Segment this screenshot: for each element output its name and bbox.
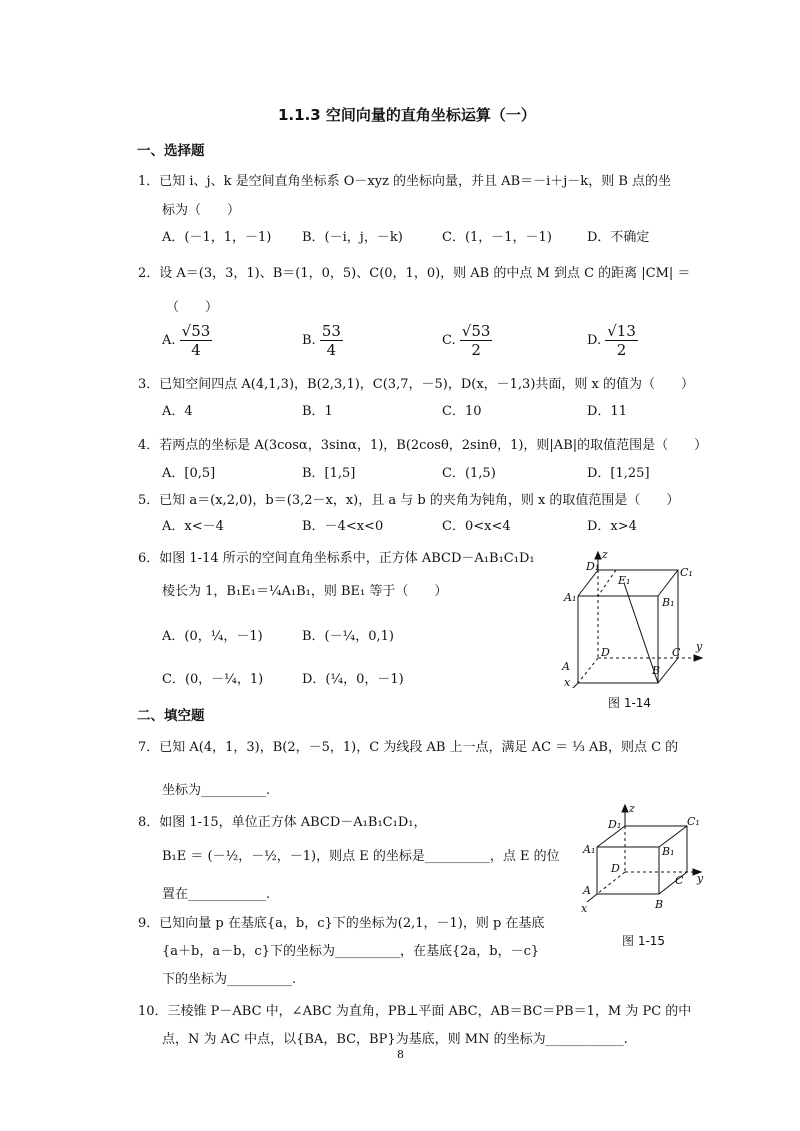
option-label: B. — [302, 333, 316, 348]
option-d: D．x>4 — [587, 519, 637, 534]
vertex-label: C — [675, 874, 684, 887]
option-label: A. — [162, 333, 176, 348]
vertex-label: D — [611, 862, 620, 875]
figure-caption-1-15: 图 1-15 — [622, 934, 666, 948]
option-c: C．(0，－¼，1) — [162, 672, 264, 687]
option-label: D. — [587, 333, 602, 348]
question-5-text: 5．已知 a＝(x,2,0)，b＝(3,2－x，x)，且 a 与 b 的夹角为钝角，则 x 的取值范围是（ ） — [138, 493, 680, 508]
option-a — [162, 322, 212, 359]
option-b: B．[1,5] — [302, 466, 356, 481]
option-c: C．0<x<4 — [442, 519, 511, 534]
vertex-label: A₁ — [564, 591, 577, 604]
vertex-label: A — [583, 884, 591, 897]
option-d — [587, 322, 638, 359]
question-7-text: 7．已知 A(4，1，3)，B(2，－5，1)，C 为线段 AB 上一点，满足 AC ＝ ⅓ AB，则点 C 的 — [138, 740, 679, 755]
numerator: √13 — [607, 322, 636, 340]
question-2-text: 2．设 A＝(3，3，1)、B＝(1，0，5)、C(0，1，0)，则 AB 的中点 M 到点 C 的距离 |CM| ＝ — [138, 266, 691, 281]
denominator: 2 — [616, 341, 627, 359]
figure-caption-1-14: 图 1-14 — [608, 696, 652, 710]
vertex-label: D₁ — [608, 818, 622, 831]
page-title: 1.1.3 空间向量的直角坐标运算（一） — [278, 106, 536, 124]
axis-label: x — [564, 676, 571, 688]
fraction — [605, 322, 638, 359]
cube-figure-1-15 — [575, 802, 705, 920]
section-heading-choice: 一、选择题 — [137, 143, 205, 159]
option-c: C．(1，－1，－1) — [442, 230, 552, 245]
vertex-label: C₁ — [687, 815, 700, 828]
question-10-text-cont: 点，N 为 AC 中点，以{BA，BC，BP}为基底，则 MN 的坐标为____________. — [162, 1032, 628, 1047]
axis-label: y — [696, 640, 703, 653]
vertex-label: B₁ — [662, 596, 675, 609]
axis-label: z — [629, 802, 635, 815]
question-9-text-cont: {a＋b，a－b，c}下的坐标为__________，在基底{2a，b，－c} — [162, 944, 540, 959]
vertex-label: E₁ — [618, 574, 631, 587]
denominator: 2 — [471, 341, 481, 359]
axis-label: z — [602, 548, 608, 561]
option-b: B．(－i，j，－k) — [302, 230, 403, 245]
section-heading-fill: 二、填空题 — [137, 708, 205, 724]
question-6-text-cont: 棱长为 1，B₁E₁＝¼A₁B₁，则 BE₁ 等于（ ） — [162, 584, 448, 599]
option-a: A．(－1，1，－1) — [162, 230, 272, 245]
option-c — [442, 322, 492, 359]
question-4-text: 4．若两点的坐标是 A(3cosα，3sinα，1)，B(2cosθ，2sinθ，1)，则|AB|的取值范围是（ ） — [138, 438, 708, 453]
option-a: A．(0，¼，－1) — [162, 629, 263, 644]
vertex-label: D — [601, 646, 610, 659]
option-d: D．11 — [587, 404, 627, 419]
axis-label: x — [581, 902, 588, 915]
numerator: √53 — [181, 322, 211, 340]
axis-label: y — [697, 872, 704, 885]
option-b: B．(－¼，0,1) — [302, 629, 394, 644]
option-b: B．1 — [302, 404, 333, 419]
question-8-text: 8．如图 1-15，单位正方体 ABCD－A₁B₁C₁D₁， — [138, 815, 427, 830]
option-b — [302, 322, 343, 359]
option-b: B．－4<x<0 — [302, 519, 384, 534]
question-8-text-cont: B₁E ＝ (－½，－½，－1)，则点 E 的坐标是__________，点 E 的位 — [162, 849, 560, 864]
option-d: D．不确定 — [587, 230, 650, 245]
option-a: A．x<－4 — [162, 519, 224, 534]
option-d: D．(¼，0，－1) — [302, 672, 404, 687]
question-1-text: 1．已知 i、j、k 是空间直角坐标系 O－xyz 的坐标向量，并且 AB＝－i＋j－k，则 B 点的坐 — [138, 174, 672, 189]
fraction — [460, 322, 493, 359]
fraction — [180, 322, 213, 359]
page-number: 8 — [397, 1048, 404, 1061]
option-a: A．4 — [162, 404, 193, 419]
vertex-label: A — [562, 660, 570, 673]
vertex-label: C — [672, 646, 681, 659]
fraction — [320, 322, 343, 359]
option-d: D．[1,25] — [587, 466, 650, 481]
vertex-label: B — [655, 898, 664, 911]
vertex-label: D₁ — [586, 560, 600, 573]
question-7-text-cont: 坐标为__________. — [162, 783, 271, 798]
vertex-label: A₁ — [583, 843, 596, 856]
question-3-text: 3．已知空间四点 A(4,1,3)，B(2,3,1)，C(3,7，－5)，D(x，－1,3)共面，则 x 的值为（ ） — [138, 377, 694, 392]
question-9-text-cont: 下的坐标为__________. — [162, 972, 297, 987]
option-a: A．[0,5] — [162, 466, 216, 481]
vertex-label: B — [652, 664, 661, 677]
numerator: 53 — [321, 322, 341, 340]
cube-figure-1-14 — [556, 548, 706, 688]
option-c: C．10 — [442, 404, 482, 419]
question-6-text: 6．如图 1-14 所示的空间直角坐标系中，正方体 ABCD－A₁B₁C₁D₁ — [138, 551, 535, 566]
question-10-text: 10．三棱锥 P－ABC 中，∠ABC 为直角，PB⊥平面 ABC，AB＝BC＝PB＝1，M 为 PC 的中 — [138, 1004, 692, 1019]
denominator: 4 — [191, 341, 201, 359]
question-9-text: 9．已知向量 p 在基底{a，b，c}下的坐标为(2,1，－1)，则 p 在基底 — [138, 916, 545, 931]
denominator: 4 — [326, 341, 337, 359]
question-8-text-cont: 置在____________. — [162, 887, 271, 902]
option-c: C．(1,5) — [442, 466, 496, 481]
option-label: C. — [442, 333, 456, 348]
vertex-label: C₁ — [680, 566, 693, 579]
question-1-text-cont: 标为（ ） — [162, 203, 241, 218]
question-2-text-cont: （ ） — [166, 300, 219, 315]
vertex-label: B₁ — [662, 845, 675, 858]
numerator: √53 — [461, 322, 491, 340]
